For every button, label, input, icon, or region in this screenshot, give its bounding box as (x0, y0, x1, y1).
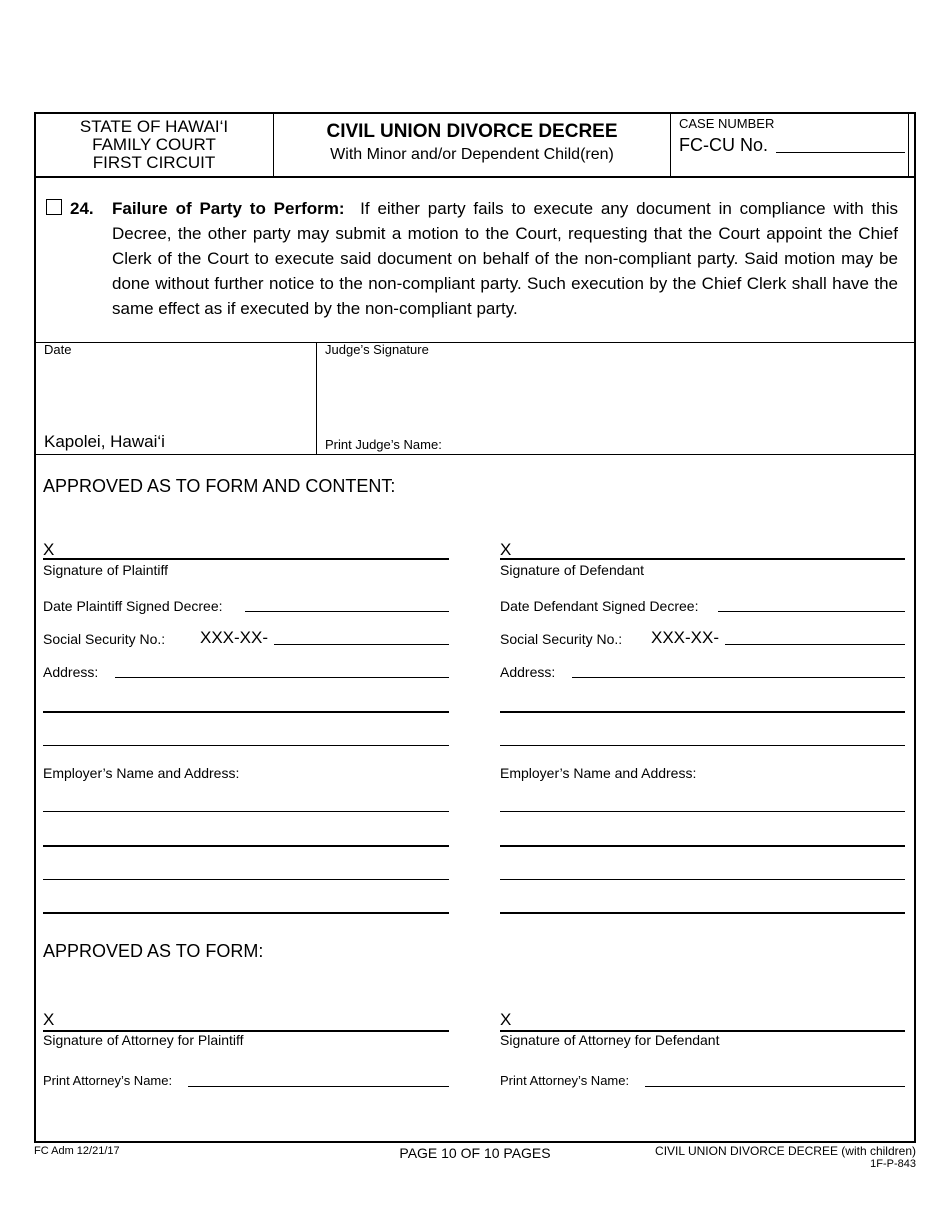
section-24-heading: Failure of Party to Perform: (112, 199, 345, 218)
defendant-print-attorney-input[interactable] (645, 1086, 905, 1087)
plaintiff-ssn-label: Social Security No. (43, 631, 162, 647)
court-location: Kapolei, Hawai‘i (44, 432, 165, 451)
case-number-prefix: FC-CU No. (679, 135, 768, 155)
section-24-checkbox[interactable] (46, 199, 62, 215)
defendant-date-input[interactable] (718, 611, 905, 612)
plaintiff-x-mark: X (43, 540, 55, 559)
plaintiff-attorney-label: Signature of Attorney for Plaintiff (43, 1032, 244, 1048)
plaintiff-address-label: Address: (43, 664, 99, 680)
plaintiff-signature-line[interactable] (43, 558, 449, 560)
approved-content-heading: APPROVED AS TO FORM AND CONTENT: (43, 476, 396, 496)
document-subtitle: With Minor and/or Dependent Child(ren) (330, 146, 614, 163)
plaintiff-date-label: Date Plaintiff Signed Decree: (43, 598, 223, 614)
defendant-ssn-label-wrap (500, 631, 622, 647)
defendant-address-input-2[interactable] (500, 711, 905, 713)
defendant-employer-input-3[interactable] (500, 879, 905, 880)
defendant-attorney-label: Signature of Attorney for Defendant (500, 1032, 720, 1048)
plaintiff-ssn-label-wrap (43, 631, 165, 647)
plaintiff-address-input-2[interactable] (43, 711, 449, 713)
section-24-number: 24. (70, 199, 94, 218)
judge-signature-field[interactable] (320, 362, 910, 430)
defendant-ssn-input[interactable] (725, 644, 905, 645)
print-judge-name-label: Print Judge’s Name: (325, 437, 442, 452)
footer-form-number: 1F-P-843 (870, 1158, 916, 1170)
defendant-ssn-prefix: XXX-XX- (651, 628, 720, 647)
plaintiff-ssn-colon: : (161, 631, 166, 647)
plaintiff-print-attorney-input[interactable] (188, 1086, 449, 1087)
plaintiff-employer-input-4[interactable] (43, 912, 449, 914)
plaintiff-employer-input-3[interactable] (43, 879, 449, 880)
defendant-print-attorney-label: Print Attorney’s Name: (500, 1073, 630, 1088)
plaintiff-ssn-input[interactable] (274, 644, 449, 645)
plaintiff-date-input[interactable] (245, 611, 449, 612)
court-line: FAMILY COURT (92, 135, 216, 154)
plaintiff-employer-label: Employer’s Name and Address: (43, 765, 240, 781)
defendant-attorney-x-mark: X (500, 1010, 512, 1029)
plaintiff-employer-input-1[interactable] (43, 811, 449, 812)
document-title-block (275, 120, 669, 166)
document-title: CIVIL UNION DIVORCE DECREE (326, 121, 618, 142)
defendant-address-input-3[interactable] (500, 745, 905, 746)
defendant-date-label: Date Defendant Signed Decree: (500, 598, 699, 614)
plaintiff-address-input-1[interactable] (115, 677, 449, 678)
defendant-x-mark: X (500, 540, 512, 559)
plaintiff-signature-label: Signature of Plaintiff (43, 562, 169, 578)
defendant-employer-input-2[interactable] (500, 845, 905, 847)
defendant-employer-input-4[interactable] (500, 912, 905, 914)
plaintiff-attorney-x-mark: X (43, 1010, 55, 1029)
plaintiff-address-input-3[interactable] (43, 745, 449, 746)
footer-doc-title: CIVIL UNION DIVORCE DECREE (with children) (655, 1144, 916, 1158)
page-indicator: PAGE 10 OF 10 PAGES (399, 1145, 551, 1161)
judge-signature-label: Judge’s Signature (325, 342, 429, 357)
plaintiff-employer-input-2[interactable] (43, 845, 449, 847)
defendant-employer-input-1[interactable] (500, 811, 905, 812)
defendant-signature-line[interactable] (500, 558, 905, 560)
defendant-employer-label: Employer’s Name and Address: (500, 765, 697, 781)
case-number-input[interactable] (776, 152, 905, 153)
plaintiff-ssn-prefix: XXX-XX- (200, 628, 269, 647)
form-code: FC Adm 12/21/17 (34, 1145, 120, 1157)
defendant-address-label: Address: (500, 664, 556, 680)
court-name-block (36, 118, 272, 172)
plaintiff-print-attorney-label: Print Attorney’s Name: (43, 1073, 173, 1088)
section-24-text: If either party fails to execute any document in compliance with this Decree, the other party may submit a motion to the Court, requesting that the Court appoint the Chief Clerk of the Court to execute said document on behalf of the non-compliant party. Said motion may be done without further notice to the non-compliant party. Such execution by the Chief Clerk shall have the same effect as if executed by the non-compliant party. (112, 199, 898, 318)
date-label: Date (44, 342, 72, 357)
circuit-line: FIRST CIRCUIT (92, 153, 216, 172)
defendant-ssn-label: Social Security No. (500, 631, 619, 647)
approved-form-heading: APPROVED AS TO FORM: (43, 941, 264, 961)
defendant-signature-label: Signature of Defendant (500, 562, 644, 578)
case-number-label: CASE NUMBER (679, 116, 775, 131)
state-line: STATE OF HAWAI‘I (79, 117, 229, 136)
defendant-ssn-colon: : (618, 631, 623, 647)
section-24-paragraph (112, 196, 898, 321)
defendant-address-input-1[interactable] (572, 677, 905, 678)
